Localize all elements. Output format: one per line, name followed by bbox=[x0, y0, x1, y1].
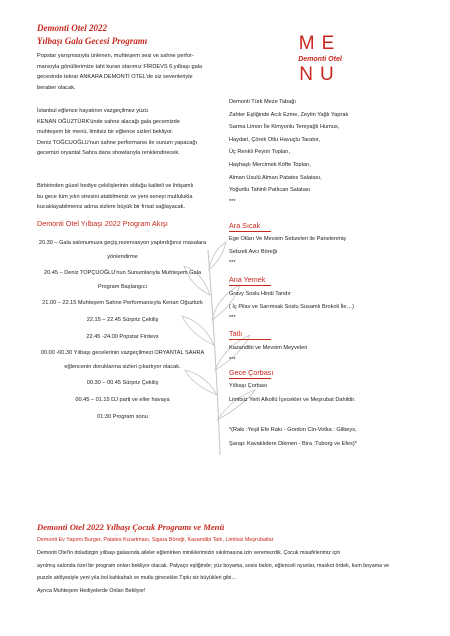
text-line: Deniz TOĞCUOĞLU'nun sahne performansı ile sunum yapacağı bbox=[37, 139, 198, 146]
menu-item: Alman Usulü Alman Patates Salatası, bbox=[229, 174, 322, 181]
ara-sicak-list bbox=[229, 235, 346, 268]
menu-item: Yoğurtlu Tahinli Patlıcan Salatası bbox=[229, 187, 311, 194]
text-line: mansıyla gönüllerimize taht kuran starımız FİRDEVS 6.yılbaşı gala bbox=[37, 63, 203, 70]
program-title: Demonti Otel Yılbaşı 2022 Program Akışı bbox=[37, 219, 168, 228]
text-line: Demonti Otel'in doludizgin yılbaşı galasında aileler eğlenirken miniklerimizin sıkılmasına izin veremezdik. Çocuk misafirlerimiz için bbox=[37, 550, 341, 556]
gece-corbasi-list bbox=[229, 382, 356, 404]
program-line: 00.00 -00.30 Yılbaşı gecelerinin vazgeçilmezi ORYANTAL SAHRA bbox=[40, 350, 205, 357]
menu-separator: *** bbox=[229, 260, 236, 267]
ana-yemek-rule bbox=[229, 285, 271, 286]
gala-paragraph-2 bbox=[37, 107, 197, 158]
text-line: gecemizi oryantal Sahra dans showlarıyla renklendirecek. bbox=[37, 150, 180, 157]
program-line: yönlendirme bbox=[107, 253, 138, 260]
text-line: puzzle atölyesiyle yeni yıla bol kahkahalı ve mutlu girecekler.Tıpkı siz büyükleri gibi… bbox=[37, 575, 237, 582]
gece-corbasi-title: Gece Çorbası bbox=[229, 368, 274, 377]
menu-item: Sarma Limon İle Kimyonlu Tereyağlı Humus, bbox=[229, 124, 340, 131]
menu-item: Kazandibi ve Mevsim Meyveleri bbox=[229, 345, 308, 351]
gala-title-line1: Demonti Otel 2022 bbox=[37, 23, 107, 33]
menu-item: Haydari, Çörek Otlu Havuçlu Tarator, bbox=[229, 136, 320, 143]
text-line: kucaklayabilmeniz adına sizlere büyük bir fırsat sağlayacak. bbox=[37, 204, 185, 211]
program-line: 00.45 – 01.15 DJ parti ve eller havaya bbox=[75, 396, 170, 403]
tatli-rule bbox=[229, 339, 271, 340]
program-line: 22.45 -24.00 Popstar Firdevs bbox=[86, 333, 159, 340]
kids-program-title: Demonti Otel 2022 Yılbaşı Çocuk Programı ve Menü bbox=[37, 522, 225, 532]
menu-item: Sebzeli Avcı Böreği bbox=[229, 248, 278, 255]
program-line: 20.30 – Gala salonumuza geçiş,rezervasyon yaptırdığınız masalara bbox=[38, 240, 207, 246]
ara-sicak-rule bbox=[229, 231, 271, 232]
menu-heading-sub: Demonti Otel bbox=[298, 56, 342, 63]
text-line: gecesinde tekrar ANKARA DEMONTİ OTEL'de siz sevenleriyle bbox=[37, 74, 193, 81]
menu-item: Haşhaşlı Mercimek Köfte Topları, bbox=[229, 161, 311, 168]
gala-paragraph-1 bbox=[37, 52, 202, 92]
menu-item: Yılbaşı Çorbası bbox=[229, 383, 268, 389]
gala-paragraph-3 bbox=[37, 182, 193, 212]
menu-item: ( İç Pilav ve Sarımsak Soslu Susamlı Brokoli İle…) bbox=[229, 303, 354, 310]
text-line: bu gece tüm yılın stresini atabilmeniz ve yeni seneyi mutlulukla bbox=[37, 193, 193, 200]
program-line: 21.00 – 22.15 Muhteşem Sahne Performansıyla Kenan Oğuztürk bbox=[42, 300, 203, 307]
kids-menu-subtitle: Demonti Ev Yapımı Burger, Patates Kızartması, Sigara Böreği, Kazandibi Tatlı, Limitsiz Meşrubatlar bbox=[37, 537, 274, 543]
menu-item: Ege Otları Ve Mevsim Sebzeleri ile Panelenmiş bbox=[229, 236, 346, 242]
text-line: İstanbul eğlence hayatının vazgeçilmez yüzü bbox=[37, 108, 149, 114]
meze-list bbox=[229, 98, 348, 206]
program-line: Program Başlangıcı bbox=[97, 283, 148, 290]
program-line: 00.30 – 00.45 Sürpriz Çekiliş bbox=[86, 380, 159, 387]
menu-separator: *** bbox=[229, 356, 236, 363]
program-line: 22.15 – 22.45 Sürpriz Çekiliş bbox=[86, 316, 159, 323]
text-line: Popstar yarışmasıyla ünlenen, muhteşem sesi ve sahne perfor- bbox=[37, 53, 194, 59]
gece-corbasi-rule bbox=[229, 378, 271, 379]
tatli-title: Tatlı bbox=[229, 329, 243, 338]
menu-separator: *** bbox=[229, 198, 236, 205]
program-line: eğlencenin doruklarına sizleri çıkartıyor olacak. bbox=[64, 363, 181, 370]
program-line: 01:30 Program sonu bbox=[97, 413, 148, 420]
program-list bbox=[0, 239, 245, 421]
text-line: Birbirinden güzel hediye çekilişlerinin olduğu kaliteli ve ihtişamlı bbox=[37, 183, 194, 189]
text-line: KENAN OĞUZTÜRK'ünde sahne alacağı gala gecemizde bbox=[37, 118, 180, 125]
text-line: ayrılmış salonda özel bir program onları bekliyor olacak. Palyaço eşliğinde; yüz boyama, sosis balon, eğlenceli oyunlar, maskot ördek, kum boyama ve bbox=[37, 562, 390, 569]
menu-item: Demonti Türk Meze Tabağı bbox=[229, 99, 296, 105]
drinks-note bbox=[229, 426, 357, 448]
text-line: Ayrıca Muhteşem Hediyelerde Onları Bekliyor! bbox=[37, 587, 146, 594]
menu-item: Zahter Eşliğinde Acılı Ezme, Zeytin Yağlı Yaprak bbox=[229, 111, 349, 118]
ana-yemek-title: Ana Yemek bbox=[229, 275, 266, 284]
menu-item: Üç Renkli Peynir Topları, bbox=[229, 149, 291, 156]
tatli-list bbox=[229, 344, 307, 364]
menu-heading-top: ME bbox=[298, 33, 342, 54]
program-line: 20.45 – Deniz TOPÇUOĞLU'nun Sunumlarıyla Muhteşem Gala bbox=[44, 270, 201, 277]
menu-item: Limitsiz Yerli Alkollü İçecekler ve Meşrubat Dahildir. bbox=[229, 396, 356, 403]
menu-item: Gravy Soslu Hindi Tandır bbox=[229, 291, 291, 297]
ara-sicak-title: Ara Sıcak bbox=[229, 221, 261, 230]
drinks-line: *(Rakı :Yeşil Efe Rakı - Gordon Cin-Votka : Gilbeys, bbox=[229, 427, 357, 433]
text-line: muhteşem bir menü, limitsiz bir eğlence sizleri bekliyor. bbox=[37, 129, 174, 136]
text-line: beraber olacak. bbox=[37, 84, 76, 91]
menu-separator: *** bbox=[229, 315, 236, 322]
kids-program-text bbox=[37, 549, 389, 595]
drinks-line: Şarap: Kavaklıdere Dikmen - Bira :Tuborg ve Efes)* bbox=[229, 440, 357, 447]
gala-title-line2: Yılbaşı Gala Gecesi Programı bbox=[37, 36, 148, 46]
ana-yemek-list bbox=[229, 290, 354, 323]
menu-heading-bottom: NU bbox=[299, 64, 341, 85]
